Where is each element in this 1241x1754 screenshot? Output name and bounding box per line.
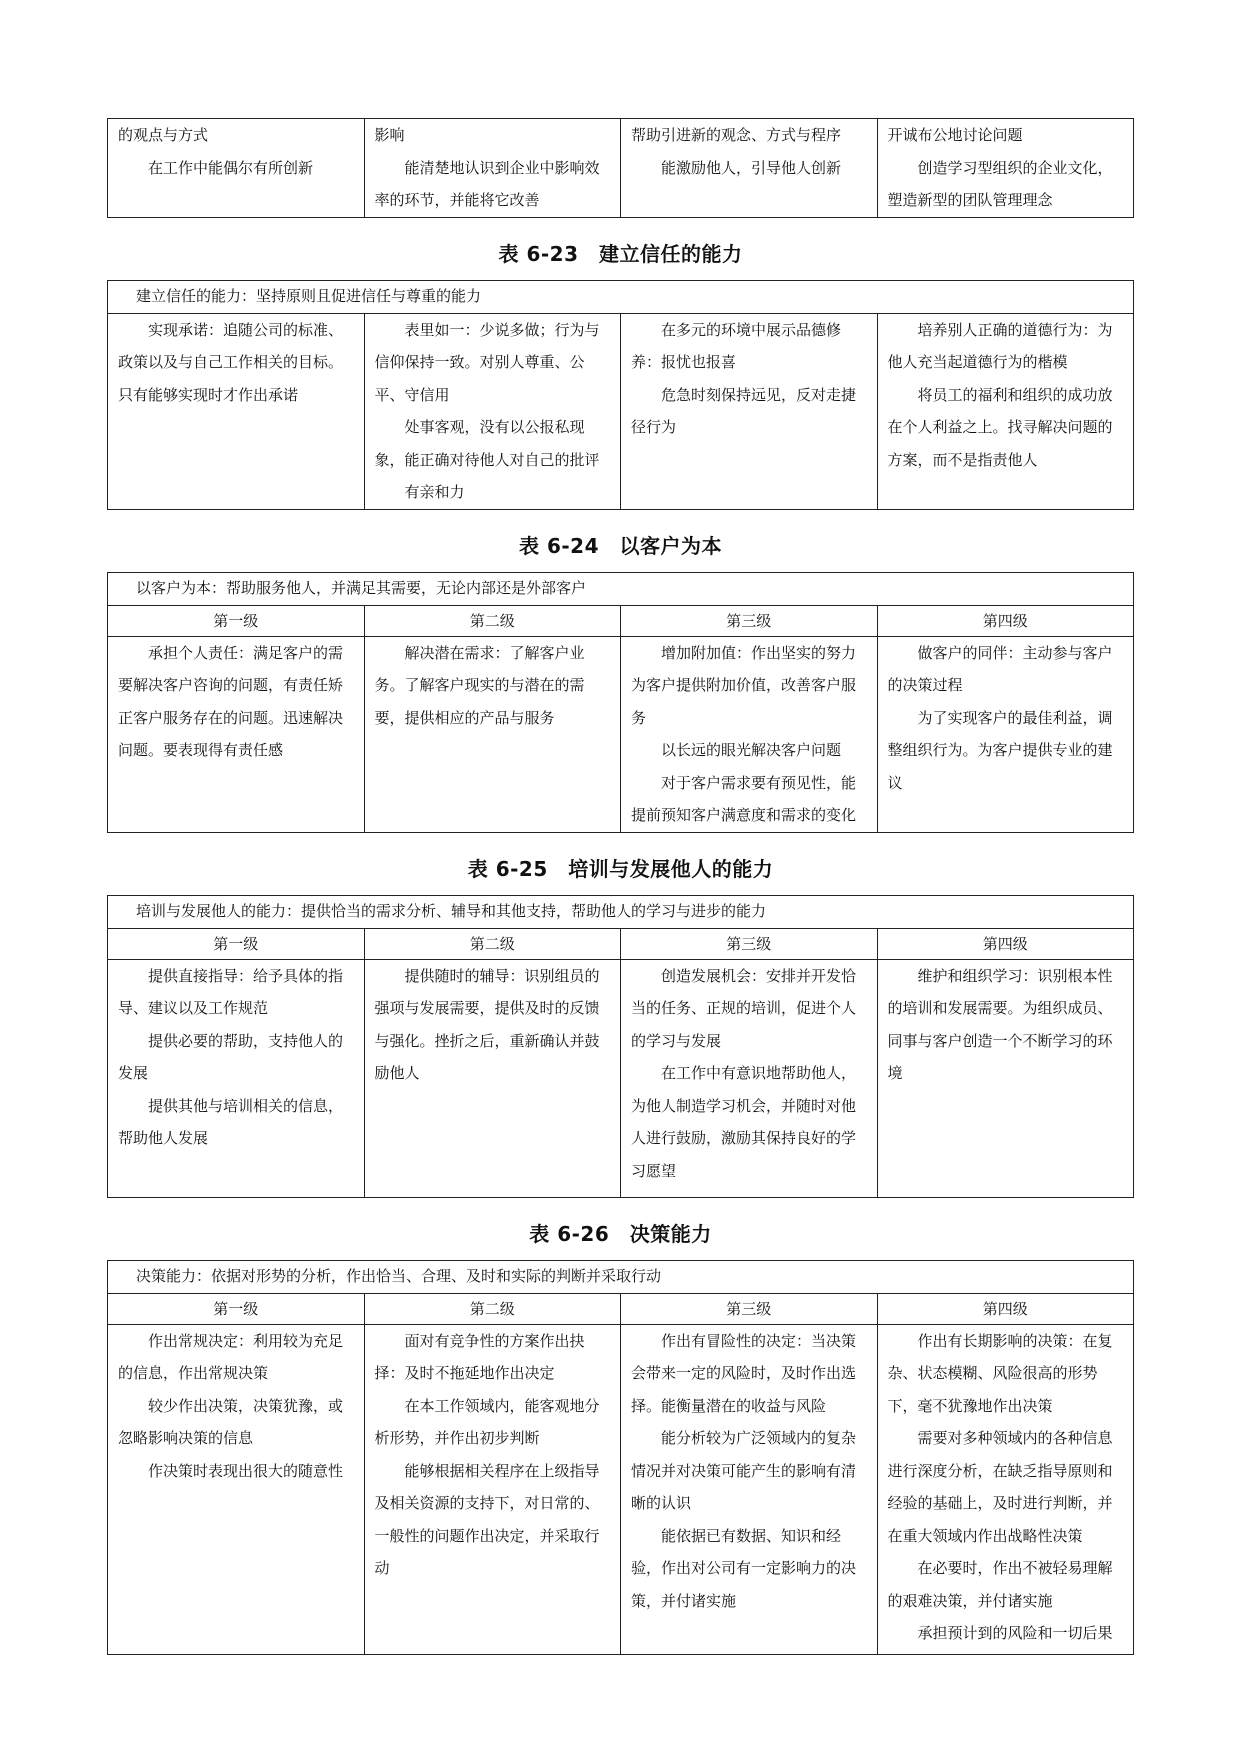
- cell-text: 的观点与方式: [118, 126, 209, 144]
- table-cell: [877, 1324, 1134, 1654]
- table-cell: [108, 1324, 365, 1654]
- cell-text: 做客户的同伴：主动参与客户的决策过程: [887, 643, 1113, 694]
- table-header-row: [108, 1293, 1134, 1324]
- table-cell: [621, 636, 878, 832]
- cell-text: 作出有长期影响的决策：在复杂、状态模糊、风险很高的形势下，毫不犹豫地作出决策: [887, 1331, 1113, 1415]
- table-row: [108, 959, 1134, 1197]
- level-header: 第二级: [364, 928, 621, 959]
- cell-text: 以长远的眼光解决客户问题: [661, 741, 842, 759]
- cell-text: 培养别人正确的道德行为：为他人充当起道德行为的楷模: [887, 320, 1113, 371]
- cell-text: 能清楚地认识到企业中影响效率的环节，并能将它改善: [374, 158, 600, 209]
- table-cell: [877, 959, 1134, 1197]
- table-cell: [364, 636, 621, 832]
- cell-text: 提供随时的辅导：识别组员的强项与发展需要，提供及时的反馈与强化。挫折之后，重新确认并鼓励他人: [374, 966, 600, 1082]
- table-cell: [108, 959, 365, 1197]
- table-cell: [621, 119, 878, 218]
- table-cell: [877, 313, 1134, 509]
- cell-text: 作决策时表现出很大的随意性: [148, 1461, 344, 1480]
- cell-text: 对于客户需求要有预见性，能提前预知客户满意度和需求的变化: [631, 773, 857, 824]
- cell-text: 开诚布公地讨论问题: [887, 126, 1023, 144]
- cell-text: 解决潜在需求：了解客户业务。了解客户现实的与潜在的需要，提供相应的产品与服务: [374, 643, 585, 727]
- table-intro: 决策能力：依据对形势的分析，作出恰当、合理、及时和实际的判断并采取行动: [108, 1260, 1134, 1293]
- table-cell: [108, 119, 365, 218]
- table-cell: [364, 313, 621, 509]
- table-cell: [877, 119, 1134, 218]
- cell-text: 作出有冒险性的决定：当决策会带来一定的风险时，及时作出选择。能衡量潜在的收益与风险: [631, 1331, 857, 1415]
- cell-text: 将员工的福利和组织的成功放在个人利益之上。找寻解决问题的方案，而不是指责他人: [887, 385, 1113, 469]
- training-table: [107, 895, 1134, 1198]
- table-cell: [108, 313, 365, 509]
- table-cell: [364, 1324, 621, 1654]
- level-header: 第三级: [621, 1293, 878, 1324]
- table-row: [108, 313, 1134, 509]
- table-intro-row: [108, 572, 1134, 605]
- cell-text: 创造发展机会：安排并开发恰当的任务、正规的培训，促进个人的学习与发展: [631, 966, 857, 1050]
- table-row: [108, 119, 1134, 218]
- level-header: 第三级: [621, 928, 878, 959]
- table-cell: [364, 119, 621, 218]
- table-caption: 表 6-26 决策能力: [529, 1221, 712, 1246]
- cell-text: 承担预计到的风险和一切后果: [917, 1624, 1113, 1642]
- cell-text: 提供直接指导：给予具体的指导、建议以及工作规范: [118, 966, 344, 1017]
- cell-text: 能依据已有数据、知识和经验，作出对公司有一定影响力的决策，并付诸实施: [631, 1526, 857, 1610]
- cell-text: 表里如一：少说多做；行为与信仰保持一致。对别人尊重、公平、守信用: [374, 320, 600, 404]
- cell-text: 在本工作领域内，能客观地分析形势，并作出初步判断: [374, 1396, 600, 1447]
- table-intro-row: [108, 1260, 1134, 1293]
- table-cell: [621, 959, 878, 1197]
- cell-text: 处事客观，没有以公报私现象，能正确对待他人对自己的批评: [374, 418, 600, 469]
- cell-text: 影响: [374, 126, 405, 144]
- cell-text: 能分析较为广泛领域内的复杂情况并对决策可能产生的影响有清晰的认识: [631, 1429, 857, 1512]
- table-cell: [108, 636, 365, 832]
- table-intro: 培训与发展他人的能力：提供恰当的需求分析、辅导和其他支持，帮助他人的学习与进步的能力: [108, 895, 1134, 928]
- cell-text: 在工作中能偶尔有所创新: [148, 158, 314, 177]
- table-cell: [877, 636, 1134, 832]
- document-page: [107, 118, 1134, 1655]
- table-cell: [364, 959, 621, 1197]
- level-header: 第一级: [108, 1293, 365, 1324]
- cell-text: 在工作中有意识地帮助他人，为他人制造学习机会，并随时对他人进行鼓励，激励其保持良好的学习愿望: [631, 1064, 857, 1180]
- level-header: 第二级: [364, 605, 621, 636]
- table-caption: 表 6-25 培训与发展他人的能力: [467, 856, 774, 881]
- level-header: 第三级: [621, 605, 878, 636]
- cell-text: 有亲和力: [404, 483, 465, 501]
- cell-text: 创造学习型组织的企业文化，塑造新型的团队管理理念: [887, 158, 1113, 209]
- level-header: 第四级: [877, 928, 1134, 959]
- cell-text: 为了实现客户的最佳利益，调整组织行为。为客户提供专业的建议: [887, 708, 1113, 792]
- table-intro: 建立信任的能力：坚持原则且促进信任与尊重的能力: [108, 280, 1134, 313]
- level-header: 第二级: [364, 1293, 621, 1324]
- customer-table: [107, 572, 1134, 833]
- cell-text: 帮助引进新的观念、方式与程序: [631, 126, 842, 144]
- table-header-row: [108, 928, 1134, 959]
- level-header: 第一级: [108, 605, 365, 636]
- cell-text: 承担个人责任：满足客户的需要解决客户咨询的问题，有责任矫正客户服务存在的问题。迅速解决问题。要表现得有责任感: [118, 643, 344, 759]
- cell-text: 能够根据相关程序在上级指导及相关资源的支持下，对日常的、一般性的问题作出决定，并采取行动: [374, 1461, 600, 1577]
- table-cell: [621, 313, 878, 509]
- table-intro-row: [108, 280, 1134, 313]
- cell-text: 危急时刻保持远见，反对走捷径行为: [631, 385, 857, 436]
- table-caption: 表 6-23 建立信任的能力: [498, 241, 743, 266]
- table-cell: [621, 1324, 878, 1654]
- trust-table: [107, 280, 1134, 510]
- table-header-row: [108, 605, 1134, 636]
- cell-text: 提供必要的帮助，支持他人的发展: [118, 1031, 344, 1082]
- cell-text: 作出常规决定：利用较为充足的信息，作出常规决策: [118, 1331, 344, 1382]
- level-header: 第四级: [877, 1293, 1134, 1324]
- table-intro-row: [108, 895, 1134, 928]
- cell-text: 能激励他人，引导他人创新: [661, 158, 842, 177]
- cell-text: 面对有竞争性的方案作出抉择：及时不拖延地作出决定: [374, 1331, 585, 1382]
- continued-table: [107, 118, 1134, 218]
- table-intro: 以客户为本：帮助服务他人，并满足其需要，无论内部还是外部客户: [108, 572, 1134, 605]
- cell-text: 维护和组织学习：识别根本性的培训和发展需要。为组织成员、同事与客户创造一个不断学习的环境: [887, 966, 1113, 1082]
- cell-text: 增加附加值：作出坚实的努力为客户提供附加价值，改善客户服务: [631, 643, 857, 727]
- decision-table: [107, 1260, 1134, 1655]
- cell-text: 需要对多种领域内的各种信息进行深度分析，在缺乏指导原则和经验的基础上，及时进行判断，并在重大领域内作出战略性决策: [887, 1429, 1113, 1545]
- table-row: [108, 636, 1134, 832]
- cell-text: 实现承诺：追随公司的标准、政策以及与自己工作相关的目标。只有能够实现时才作出承诺: [118, 320, 344, 404]
- level-header: 第一级: [108, 928, 365, 959]
- cell-text: 在多元的环境中展示品德修养：报忧也报喜: [631, 320, 842, 371]
- table-row: [108, 1324, 1134, 1654]
- level-header: 第四级: [877, 605, 1134, 636]
- table-caption: 表 6-24 以客户为本: [518, 533, 722, 558]
- cell-text: 较少作出决策，决策犹豫，或忽略影响决策的信息: [118, 1396, 344, 1447]
- cell-text: 提供其他与培训相关的信息，帮助他人发展: [118, 1096, 344, 1147]
- cell-text: 在必要时，作出不被轻易理解的艰难决策，并付诸实施: [887, 1559, 1113, 1610]
